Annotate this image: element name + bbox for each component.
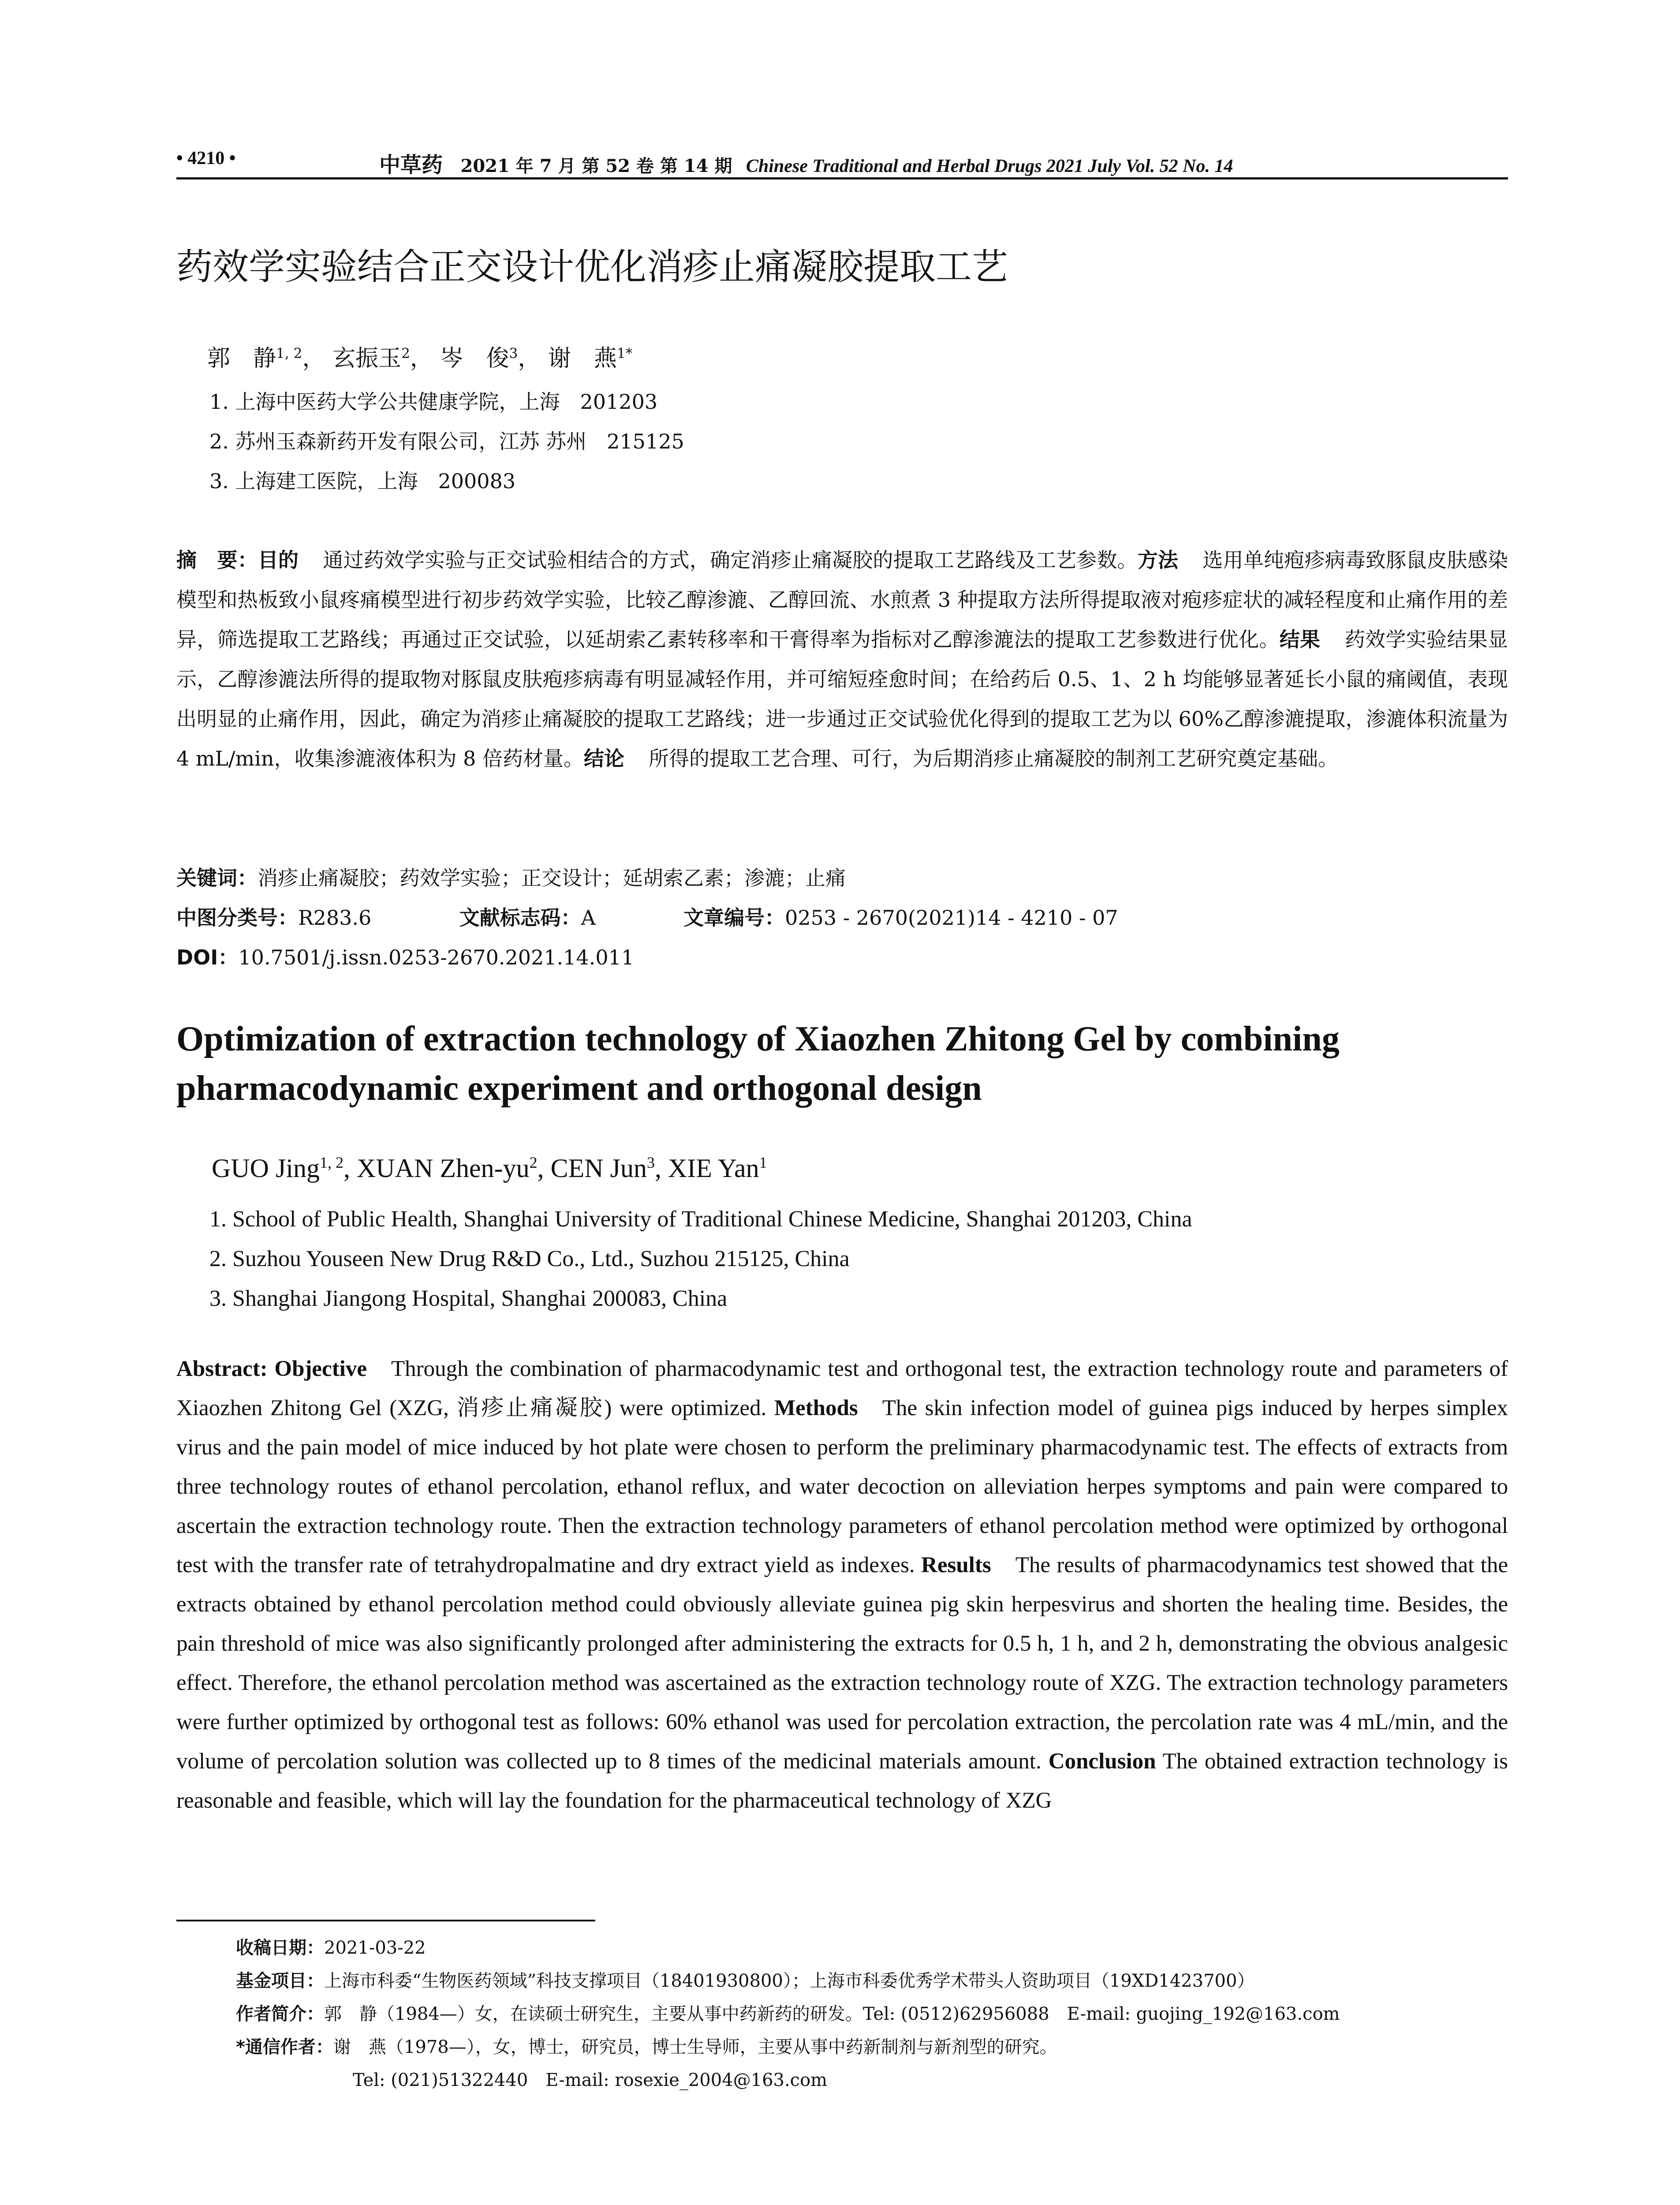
cn-methods-text: 选用单纯疱疹病毒致豚鼠皮肤感染模型和热板致小鼠疼痛模型进行初步药效学实验，比较乙醇渗漉、乙醇回流、水煎煮 3 种提取方法所得提取液对疱疹症状的减轻程度和止痛作用的差异，筛选提取工艺路线；再通过正交试验，以延胡索乙素转移率和干膏得率为指标对乙醇渗漉法的提取工艺参数进行优化。 xyxy=(176,548,1508,651)
en-abstract xyxy=(176,1349,1508,1820)
cn-affiliation: 2. 苏州玉森新药开发有限公司，江苏 苏州 215125 xyxy=(209,430,684,453)
footnote-rule xyxy=(176,1920,595,1921)
cn-objective-label: 目的 xyxy=(258,548,299,572)
en-affiliation: 1. School of Public Health, Shanghai University of Traditional Chinese Medicine, Shanghai 201203, China xyxy=(209,1207,1192,1232)
en-author-affil: 3 xyxy=(646,1154,655,1171)
cn-title: 药效学实验结合正交设计优化消疹止痛凝胶提取工艺 xyxy=(176,246,1008,288)
en-objective-label: Objective xyxy=(274,1357,367,1381)
cn-author: 玄振玉 xyxy=(332,345,402,372)
en-author-affil: 1 xyxy=(759,1154,767,1171)
header-rule xyxy=(176,177,1508,179)
article-no-value: 0253 - 2670(2021)14 - 4210 - 07 xyxy=(785,906,1118,930)
cn-results-text: 药效学实验结果显示，乙醇渗漉法所得的提取物对豚鼠皮肤疱疹病毒有明显减轻作用，并可缩短痊愈时间；在给药后 0.5、1、2 h 均能够显著延长小鼠的痛阈值，表现出明显的止痛作用，因此，确定为消疹止痛凝胶的提取工艺路线；进一步通过正交试验优化得到的提取工艺为以 60%乙醇渗漉提取，渗漉体积流量为 4 mL/min，收集渗漉液体积为 8 倍药材量。 xyxy=(176,628,1508,770)
en-abstract-label: Abstract: xyxy=(176,1357,268,1381)
en-author: XUAN Zhen-yu xyxy=(357,1154,530,1183)
cn-author-affil: 3 xyxy=(509,345,518,362)
running-header xyxy=(176,143,1508,179)
en-methods-label: Methods xyxy=(774,1396,858,1420)
article-no-label: 文章编号： xyxy=(683,906,785,930)
en-results-text: The results of pharmacodynamics test showed that the extracts obtained by ethanol percolation method could obviously alleviate guinea pig skin herpesvirus and shorten the healing time. Besides, the pain threshold of mice was also significantly prolonged after administering the extracts for 0.5 h, 1 h, and 2 h, demonstrating the obvious analgesic effect. Therefore, the ethanol percolation method was ascertained as the extraction technology route of XZG. The extraction technology parameters were further optimized by orthogonal test as follows: 60% ethanol was used for percolation extraction, the percolation rate was 4 mL/min, and the volume of percolation solution was collected up to 8 times of the medicinal materials amount. xyxy=(176,1553,1508,1774)
cn-author: 郭 静 xyxy=(207,345,276,372)
journal-line xyxy=(379,148,1233,178)
en-author: GUO Jing xyxy=(212,1154,320,1183)
cn-author-affil: 1* xyxy=(616,345,633,362)
footnote-corresponding-contact: Tel: (021)51322440 E-mail: rosexie_2004@163.com xyxy=(353,2070,828,2090)
cn-author: 谢 燕 xyxy=(548,345,617,372)
en-title: Optimization of extraction technology of Xiaozhen Zhitong Gel by combining pharmacodynamic experiment and orthogonal design xyxy=(176,1020,1340,1108)
cn-affiliation: 3. 上海建工医院，上海 200083 xyxy=(209,469,516,493)
cn-conclusion-text: 所得的提取工艺合理、可行，为后期消疹止痛凝胶的制剂工艺研究奠定基础。 xyxy=(649,747,1339,770)
footnote-fund: 基金项目：上海市科委“生物医药领域”科技支撑项目（18401930800）；上海市科委优秀学术带头人资助项目（19XD1423700） xyxy=(236,1971,1255,1991)
cn-authors: 郭 静$^{1, 2}$， 玄振玉$^2$， 岑 俊$^3$， 谢 燕$^{1*}$ xyxy=(207,345,633,372)
en-affiliation: 3. Shanghai Jiangong Hospital, Shanghai 200083, China xyxy=(209,1286,728,1311)
cn-conclusion-label: 结论 xyxy=(584,747,625,770)
doi-value: 10.7501/j.issn.0253-2670.2021.14.011 xyxy=(238,946,635,969)
doc-code-label: 文献标志码： xyxy=(459,906,581,930)
cn-classification xyxy=(176,902,1118,931)
en-conclusion-label: Conclusion xyxy=(1048,1749,1156,1774)
page-number: • 4210 • xyxy=(176,148,236,168)
footnote-corresponding: *通信作者：谢 燕（1978—），女，博士，研究员，博士生导师，主要从事中药新制剂与新剂型的研究。 xyxy=(236,2037,1057,2057)
clc-label: 中图分类号： xyxy=(176,906,298,930)
en-objective-text: Through the combination of pharmacodynamic test and orthogonal test, the extraction technology route and parameters of Xiaozhen Zhitong Gel (XZG, 消疹止痛凝胶) were optimized. xyxy=(176,1357,1508,1420)
en-author: XIE Yan xyxy=(668,1154,759,1183)
en-author: CEN Jun xyxy=(550,1154,647,1183)
en-author-affil: 2 xyxy=(529,1154,538,1171)
cn-objective-text: 通过药效学实验与正交试验相结合的方式，确定消疹止痛凝胶的提取工艺路线及工艺参数。 xyxy=(323,548,1138,572)
journal-logo: 中草药 xyxy=(379,153,443,177)
en-author-affil: 1, 2 xyxy=(320,1154,344,1171)
cn-results-label: 结果 xyxy=(1279,628,1321,651)
doi-label: DOI： xyxy=(176,946,239,969)
en-affiliation: 2. Suzhou Youseen New Drug R&D Co., Ltd., Suzhou 215125, China xyxy=(209,1246,850,1271)
keywords-text: 消疹止痛凝胶；药效学实验；正交设计；延胡索乙素；渗漉；止痛 xyxy=(258,866,846,890)
doc-code-value: A xyxy=(581,906,596,930)
keywords-label: 关键词： xyxy=(176,866,258,890)
journal-issue-en: Chinese Traditional and Herbal Drugs 2021 July Vol. 52 No. 14 xyxy=(746,156,1233,176)
cn-author: 岑 俊 xyxy=(440,345,509,372)
footnote-author-bio: 作者简介：郭 静（1984—）女，在读硕士研究生，主要从事中药新药的研发。Tel: (0512)62956088 E-mail: guojing_192@163.com xyxy=(236,2004,1340,2024)
cn-doi xyxy=(176,942,634,971)
footnote-received: 收稿日期：2021-03-22 xyxy=(236,1938,426,1958)
en-conclusion-text: The obtained extraction technology is reasonable and feasible, which will lay the foundation for the pharmaceutical technology of XZG xyxy=(176,1749,1508,1813)
cn-author-affil: 2 xyxy=(401,345,410,362)
cn-affiliation: 1. 上海中医药大学公共健康学院，上海 201203 xyxy=(209,390,658,414)
en-results-label: Results xyxy=(921,1553,991,1577)
cn-keywords xyxy=(176,862,846,891)
clc-value: R283.6 xyxy=(298,906,372,930)
en-methods-text: The skin infection model of guinea pigs induced by herpes simplex virus and the pain model of mice induced by hot plate were chosen to perform the preliminary pharmacodynamic test. The effects of extracts from three technology routes of ethanol percolation, ethanol reflux, and water decoction on alleviation herpes symptoms and pain were compared to ascertain the extraction technology route. Then the extraction technology parameters of ethanol percolation method were optimized by orthogonal test with the transfer rate of tetrahydropalmatine and dry extract yield as indexes. xyxy=(176,1396,1508,1577)
cn-abstract-label: 摘 要： xyxy=(176,548,258,572)
cn-author-affil: 1, 2 xyxy=(276,345,302,362)
cn-abstract xyxy=(176,540,1508,778)
cn-methods-label: 方法 xyxy=(1137,548,1179,572)
journal-issue-cn: 2021 年 7 月 第 52 卷 第 14 期 xyxy=(460,156,732,176)
en-authors: GUO Jing$^{1, 2}$, XUAN Zhen-$yu^2$, CEN Jun$^3$, XIE Yan$^1$ xyxy=(212,1154,767,1183)
